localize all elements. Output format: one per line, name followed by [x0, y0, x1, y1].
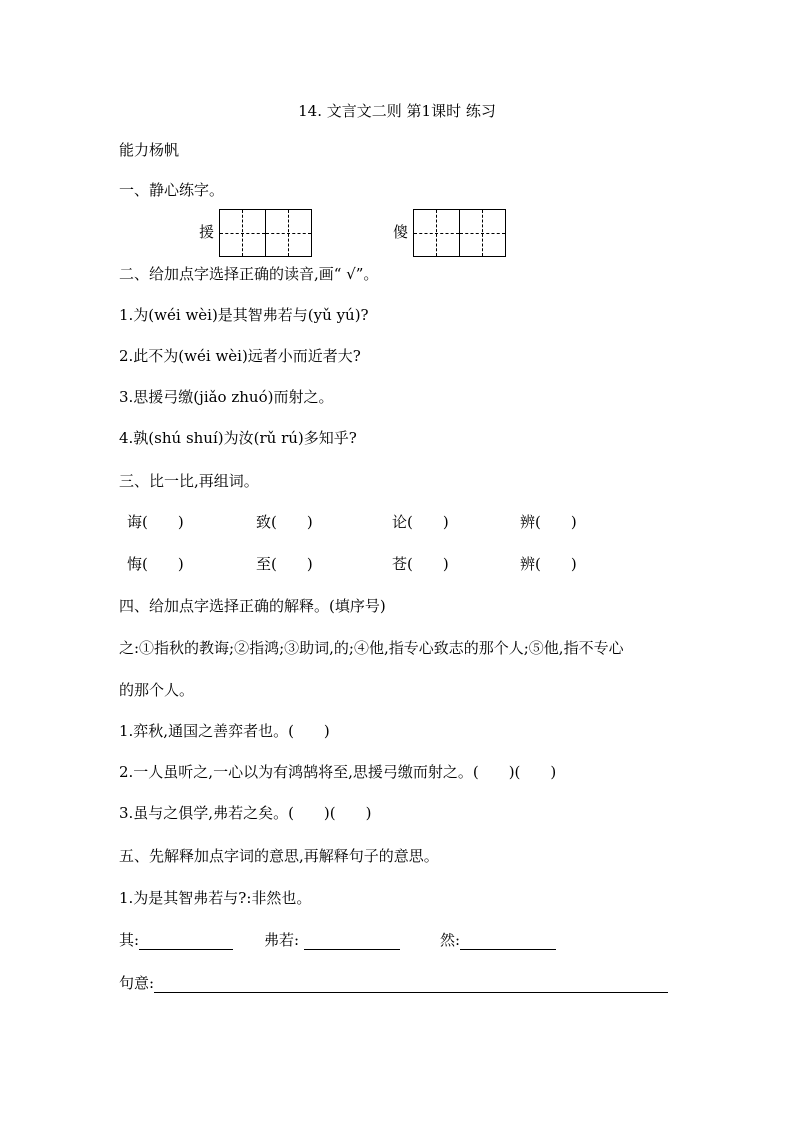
compare-word: 辨( ): [520, 513, 577, 531]
label-ran: 然:: [440, 931, 461, 949]
section4-definitions-line2: 的那个人。: [119, 681, 195, 699]
answer-blank-juyi[interactable]: [154, 974, 668, 993]
compare-word: 诲( ): [127, 513, 184, 531]
section4-heading: 四、给加点字选择正确的解释。(填序号): [119, 597, 386, 615]
compare-word: 至( ): [256, 555, 313, 573]
writing-cell[interactable]: [459, 210, 505, 256]
answer-qi: [119, 930, 233, 950]
answer-blank-furuo[interactable]: [304, 931, 400, 950]
writing-cell[interactable]: [220, 210, 265, 256]
answer-furuo: [264, 930, 400, 950]
compare-word: 苍( ): [392, 555, 449, 573]
practice-char-1: 援: [199, 223, 215, 241]
compare-word: 辨( ): [520, 555, 577, 573]
section5-heading: 五、先解释加点字词的意思,再解释句子的意思。: [119, 847, 439, 865]
section2-item-2: 2.此不为(wéi wèi)远者小而近者大?: [119, 347, 361, 365]
label-juyi: 句意:: [119, 974, 155, 992]
compare-word: 致( ): [256, 513, 313, 531]
label-qi: 其:: [119, 931, 140, 949]
writing-grid-2[interactable]: [413, 209, 506, 257]
answer-juyi: [119, 973, 668, 993]
section2-item-3: 3.思援弓缴(jiǎo zhuó)而射之。: [119, 388, 334, 406]
section3-heading: 三、比一比,再组词。: [119, 472, 259, 490]
page-title: 14. 文言文二则 第1课时 练习: [298, 102, 496, 120]
section5-item-1: 1.为是其智弗若与?:非然也。: [119, 889, 312, 907]
practice-char-2: 傻: [393, 223, 409, 241]
section4-item-2: 2.一人虽听之,一心以为有鸿鹄将至,思援弓缴而射之。( )( ): [119, 763, 557, 781]
compare-word: 悔( ): [127, 555, 184, 573]
section2-heading: 二、给加点字选择正确的读音,画“ √”。: [119, 265, 379, 283]
section2-item-4: 4.孰(shú shuí)为汝(rǔ rú)多知乎?: [119, 429, 357, 447]
section4-definitions-line1: 之:①指秋的教诲;②指鸿;③助词,的;④他,指专心致志的那个人;⑤他,指不专心: [119, 639, 624, 657]
answer-blank-qi[interactable]: [139, 931, 233, 950]
answer-blank-ran[interactable]: [460, 931, 556, 950]
writing-cell[interactable]: [414, 210, 459, 256]
label-furuo: 弗若:: [264, 931, 300, 949]
section4-item-1: 1.弈秋,通国之善弈者也。( ): [119, 722, 330, 740]
compare-word: 论( ): [392, 513, 449, 531]
section4-item-3: 3.虽与之俱学,弗若之矣。( )( ): [119, 804, 372, 822]
subtitle: 能力杨帆: [119, 141, 180, 159]
writing-cell[interactable]: [265, 210, 311, 256]
writing-grid-1[interactable]: [219, 209, 312, 257]
section1-heading: 一、静心练字。: [119, 181, 225, 199]
answer-ran: [440, 930, 556, 950]
section2-item-1: 1.为(wéi wèi)是其智弗若与(yǔ yú)?: [119, 306, 369, 324]
